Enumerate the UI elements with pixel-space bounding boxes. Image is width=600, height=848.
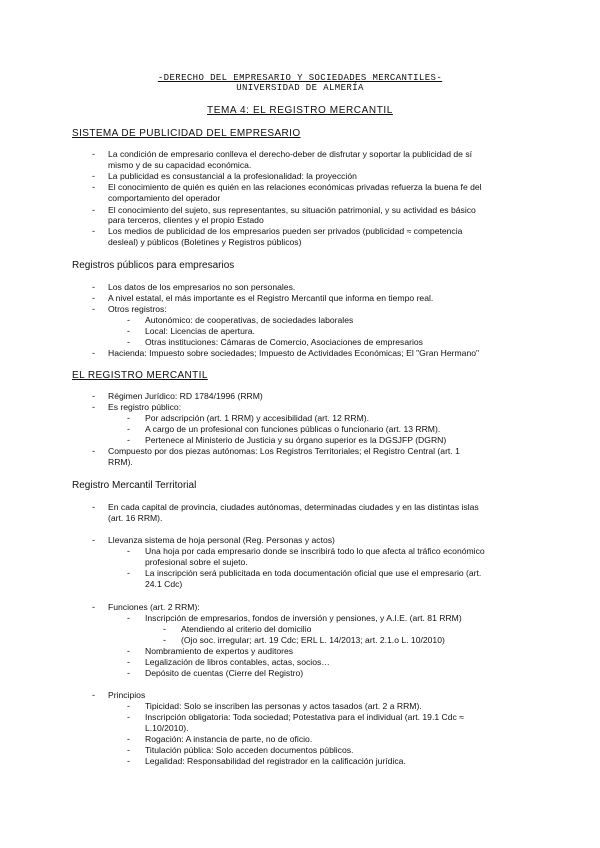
list-item: Compuesto por dos piezas autónomas: Los Registros Territoriales; el Registro Central (art. 1 [108,446,460,456]
list-item-continuation: para terceros, clientes y el propio Estado [108,215,264,225]
bullet-dash: - [92,226,95,236]
tema-heading: TEMA 4: EL REGISTRO MERCANTIL [207,105,393,116]
bullet-dash: - [92,282,95,292]
section-heading-registro-mercantil: EL REGISTRO MERCANTIL [72,370,208,381]
list-item: Régimen Jurídico: RD 1784/1996 (RRM) [108,391,263,401]
university-name: UNIVERSIDAD DE ALMERÍA [236,83,364,93]
sub-list-item: La inscripción será publicitada en toda documentación oficial que use el empresario (art. [145,568,482,578]
sub-list-item: Nombramiento de expertos y auditores [145,646,294,656]
bullet-dash: - [92,205,95,215]
list-item-continuation: (art. 16 RRM). [108,513,163,523]
bullet-dash: - [92,293,95,303]
sub-list-item: Legalidad: Responsabilidad del registrador en la calificación jurídica. [145,756,406,766]
list-item: Los datos de los empresarios no son personales. [108,282,296,292]
section-heading-publicidad: SISTEMA DE PUBLICIDAD DEL EMPRESARIO [72,128,301,139]
sub-list-item: Local: Licencias de apertura. [145,326,255,336]
bullet-dash: - [127,657,130,667]
bullet-dash: - [127,568,130,578]
list-item: Hacienda: Impuesto sobre sociedades; Impuesto de Actividades Económicas; El "Gran Hermano" [108,348,480,358]
sub-list-item: Pertenece al Ministerio de Justicia y su órgano superior es la DGSJFP (DGRN) [145,435,447,445]
bullet-dash: - [127,712,130,722]
list-item: Otros registros: [108,304,167,314]
bullet-dash: - [163,624,166,634]
bullet-dash: - [127,435,130,445]
sub-list-item: Inscripción obligatoria: Toda sociedad; Potestativa para el individual (art. 19.1 Cdc ≈ [145,712,464,722]
sub-sub-list-item: Atendiendo al criterio del domicilio [181,624,312,634]
sub-list-item: A cargo de un profesional con funciones públicas o funcionario (art. 13 RRM). [145,424,441,434]
list-item: El conocimiento de quién es quién en las relaciones económicas privadas refuerza la buena fe del [108,182,482,192]
sub-list-item: Depósito de cuentas (Cierre del Registro) [145,668,304,678]
list-item: En cada capital de provincia, ciudades autónomas, determinadas ciudades y en las distintas islas [108,502,479,512]
bullet-dash: - [127,701,130,711]
bullet-dash: - [127,613,130,623]
list-item: Principios [108,690,146,700]
bullet-dash: - [127,413,130,423]
section-heading-registro-territorial: Registro Mercantil Territorial [72,480,197,491]
list-item: Funciones (art. 2 RRM): [108,602,200,612]
sub-list-item-continuation: 24.1 Cdc) [145,579,183,589]
list-item: El conocimiento del sujeto, sus representantes, su situación patrimonial, y su actividad es básico [108,205,476,215]
bullet-dash: - [127,646,130,656]
section-heading-registros-publicos: Registros públicos para empresarios [72,260,235,271]
bullet-dash: - [127,424,130,434]
list-item-continuation: RRM). [108,457,133,467]
bullet-dash: - [127,546,130,556]
bullet-dash: - [92,182,95,192]
sub-list-item: Autonómico: de cooperativas, de sociedades laborales [145,315,354,325]
sub-list-item: Rogación: A instancia de parte, no de oficio. [145,734,313,744]
sub-list-item: Por adscripción (art. 1 RRM) y accesibilidad (art. 12 RRM). [145,413,369,423]
bullet-dash: - [127,668,130,678]
list-item: Es registro público: [108,402,182,412]
sub-list-item-continuation: profesional sobre el sujeto. [145,557,248,567]
sub-list-item: Inscripción de empresarios, fondos de inversión y pensiones, y A.I.E. (art. 81 RRM) [145,613,462,623]
list-item: A nivel estatal, el más importante es el Registro Mercantil que informa en tiempo real. [108,293,434,303]
bullet-dash: - [92,149,95,159]
sub-list-item: Otras instituciones: Cámaras de Comercio, Asociaciones de empresarios [145,337,423,347]
bullet-dash: - [127,756,130,766]
bullet-dash: - [92,348,95,358]
bullet-dash: - [92,391,95,401]
bullet-dash: - [92,171,95,181]
bullet-dash: - [92,602,95,612]
bullet-dash: - [163,635,166,645]
bullet-dash: - [92,304,95,314]
bullet-dash: - [127,734,130,744]
list-item-continuation: mismo y de su capacidad económica. [108,160,252,170]
sub-list-item: Legalización de libros contables, actas, socios… [145,657,330,667]
list-item-continuation: desleal) y públicos (Boletines y Registros públicos) [108,237,302,247]
document-title: -DERECHO DEL EMPRESARIO Y SOCIEDADES MERCANTILES- [157,73,443,83]
sub-list-item: Titulación pública: Solo acceden documentos públicos. [145,745,354,755]
list-item-continuation: comportamiento del operador [108,193,221,203]
bullet-dash: - [127,745,130,755]
bullet-dash: - [92,446,95,456]
list-item: La publicidad es consustancial a la profesionalidad: la proyección [108,171,357,181]
sub-list-item: Tipicidad: Solo se inscriben las personas y actos tasados (art. 2 a RRM). [145,701,422,711]
bullet-dash: - [127,315,130,325]
sub-list-item-continuation: L.10/2010). [145,723,189,733]
sub-sub-list-item: (Ojo soc. irregular; art. 19 Cdc; ERL L. 14/2013; art. 2.1.o L. 10/2010) [181,635,445,645]
list-item: La condición de empresario conlleva el derecho-deber de disfrutar y soportar la publicidad de sí [108,149,473,159]
bullet-dash: - [92,402,95,412]
sub-list-item: Una hoja por cada empresario donde se inscribirá todo lo que afecta al tráfico económico [145,546,485,556]
bullet-dash: - [92,502,95,512]
list-item: Los medios de publicidad de los empresarios pueden ser privados (publicidad ≈ competencia [108,226,463,236]
bullet-dash: - [127,326,130,336]
bullet-dash: - [127,337,130,347]
bullet-dash: - [92,535,95,545]
bullet-dash: - [92,690,95,700]
list-item: Llevanza sistema de hoja personal (Reg. Personas y actos) [108,535,335,545]
